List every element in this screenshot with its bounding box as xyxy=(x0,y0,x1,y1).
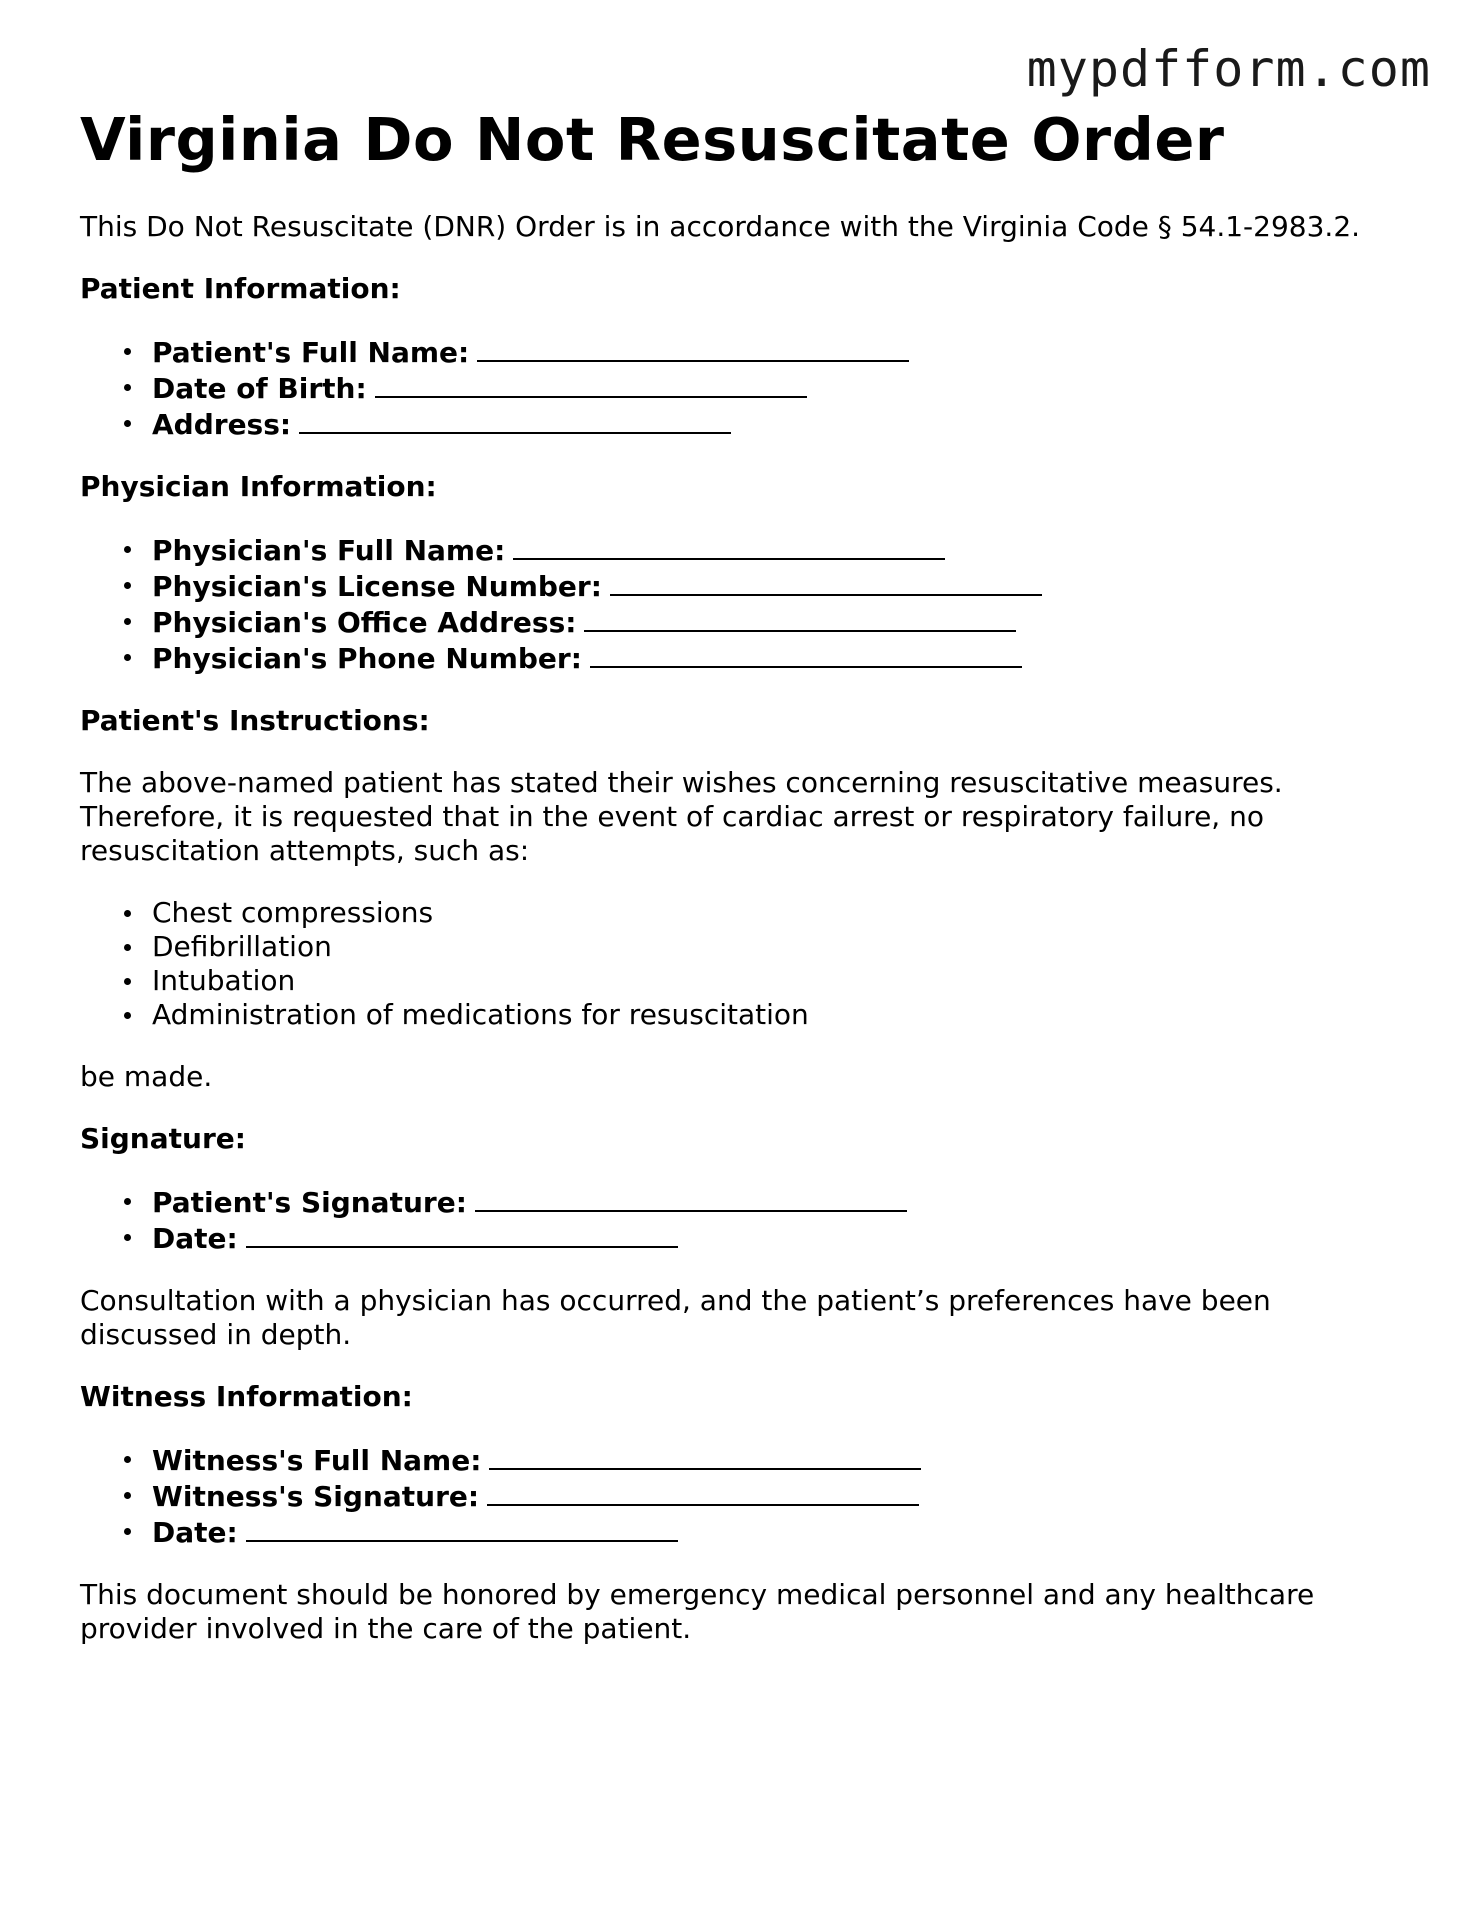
instructions-text: The above-named patient has stated their wishes concerning resuscitative measures. Therefore, it is requested that in the event of cardiac arrest or respiratory failure, no resuscitation attempts, such as: xyxy=(80,766,1283,867)
signature-date-input[interactable] xyxy=(246,1220,678,1248)
document-page xyxy=(80,98,1410,1646)
date-of-birth-input[interactable] xyxy=(375,370,807,398)
field-label: Physician's Phone Number: xyxy=(152,642,582,675)
field-label: Physician's Full Name: xyxy=(152,534,506,567)
physician-name-field xyxy=(152,532,1410,568)
physician-office-address-input[interactable] xyxy=(584,604,1016,632)
consultation-text: Consultation with a physician has occurred, and the patient’s preferences have been discussed in depth. xyxy=(80,1284,1271,1351)
field-label: Date: xyxy=(152,1222,238,1255)
physician-info-list xyxy=(80,532,1410,676)
patient-signature-input[interactable] xyxy=(475,1184,907,1212)
resuscitation-measures-list xyxy=(80,896,1410,1032)
physician-phone-input[interactable] xyxy=(590,640,1022,668)
field-label: Witness's Signature: xyxy=(152,1480,480,1513)
physician-info-heading: Physician Information: xyxy=(80,470,437,503)
witness-info-heading: Witness Information: xyxy=(80,1380,413,1413)
patient-name-field xyxy=(152,334,1410,370)
patient-signature-field xyxy=(152,1184,1410,1220)
witness-name-input[interactable] xyxy=(489,1442,921,1470)
signature-list xyxy=(80,1184,1410,1256)
list-item: Chest compressions xyxy=(152,896,1410,930)
witness-date-field xyxy=(152,1514,1410,1550)
field-label: Address: xyxy=(152,408,292,441)
witness-name-field xyxy=(152,1442,1410,1478)
patient-info-list xyxy=(80,334,1410,442)
address-input[interactable] xyxy=(299,406,731,434)
witness-date-input[interactable] xyxy=(246,1514,678,1542)
date-of-birth-field xyxy=(152,370,1410,406)
document-title: Virginia Do Not Resuscitate Order xyxy=(80,105,1225,174)
field-label: Patient's Full Name: xyxy=(152,336,470,369)
physician-name-input[interactable] xyxy=(513,532,945,560)
physician-license-input[interactable] xyxy=(610,568,1042,596)
patient-name-input[interactable] xyxy=(477,334,909,362)
list-item: Intubation xyxy=(152,964,1410,998)
field-label: Physician's License Number: xyxy=(152,570,602,603)
field-label: Date of Birth: xyxy=(152,372,367,405)
witness-signature-input[interactable] xyxy=(487,1478,919,1506)
witness-signature-field xyxy=(152,1478,1410,1514)
signature-date-field xyxy=(152,1220,1410,1256)
field-label: Witness's Full Name: xyxy=(152,1444,482,1477)
patient-info-heading: Patient Information: xyxy=(80,272,401,305)
physician-office-address-field xyxy=(152,604,1410,640)
physician-phone-field xyxy=(152,640,1410,676)
footer-text: This document should be honored by emergency medical personnel and any healthcare provider involved in the care of the patient. xyxy=(80,1578,1315,1645)
list-item: Defibrillation xyxy=(152,930,1410,964)
intro-text: This Do Not Resuscitate (DNR) Order is in accordance with the Virginia Code § 54.1-2983.2. xyxy=(80,210,1361,243)
field-label: Patient's Signature: xyxy=(152,1186,467,1219)
address-field xyxy=(152,406,1410,442)
instructions-closing: be made. xyxy=(80,1060,213,1093)
instructions-heading: Patient's Instructions: xyxy=(80,704,430,737)
physician-license-field xyxy=(152,568,1410,604)
signature-heading: Signature: xyxy=(80,1122,246,1155)
list-item: Administration of medications for resuscitation xyxy=(152,998,1410,1032)
witness-info-list xyxy=(80,1442,1410,1550)
watermark: mypdfform.com xyxy=(1026,40,1431,98)
field-label: Date: xyxy=(152,1516,238,1549)
field-label: Physician's Office Address: xyxy=(152,606,577,639)
